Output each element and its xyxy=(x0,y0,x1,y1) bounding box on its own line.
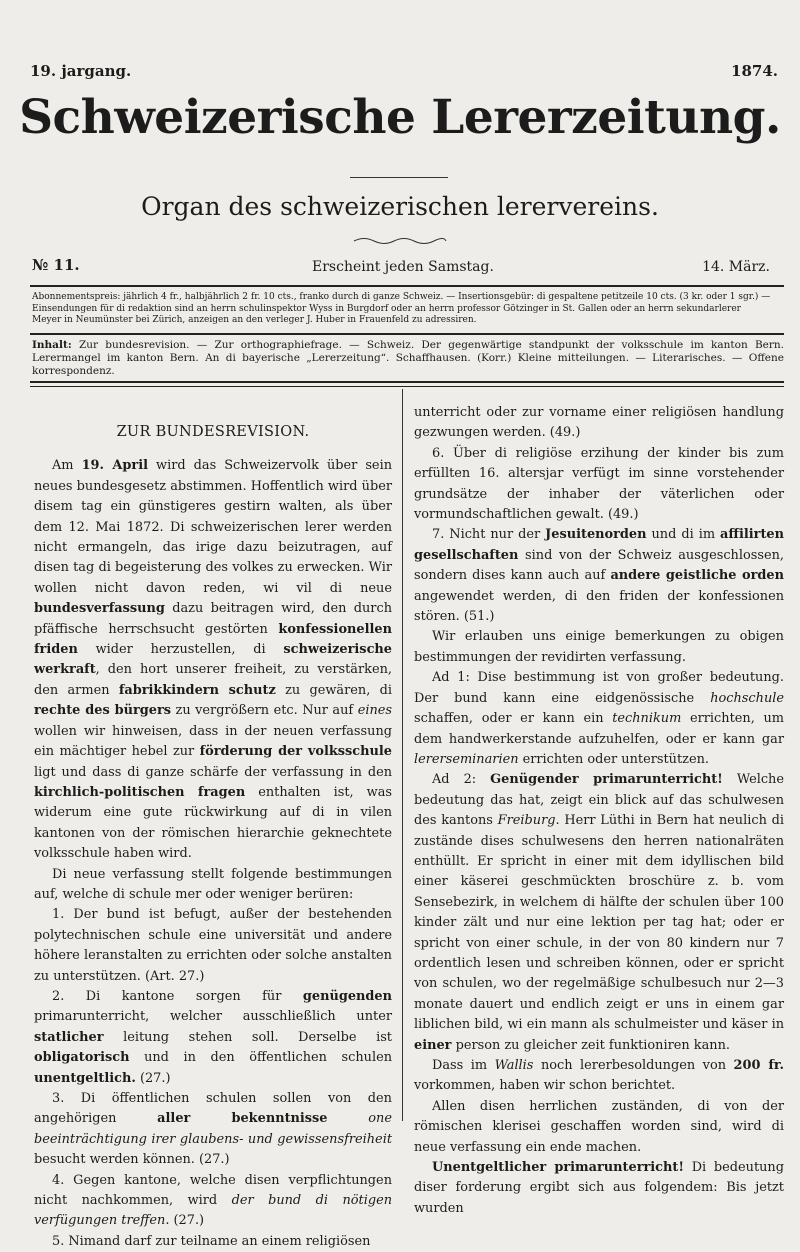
article-paragraph: Unentgeltlicher primarunterricht! Di bedeutung diser forderung ergibt sich aus folgendem: Bis jetzt wurden xyxy=(414,1160,784,1216)
article-paragraph: unterricht oder zur vorname einer religiösen handlung gezwungen werden. (49.) xyxy=(414,405,784,441)
masthead-subtitle: Organ des schweizerischen lerervereins. xyxy=(141,192,659,221)
article-paragraph: 6. Über di religiöse erzihung der kinder bis zum erfüllten 16. altersjar verfügt im sinne vorstehender grundsätze der inhaber der väterlichen oder vormundschaftlichen gewalt. (49.) xyxy=(414,445,784,523)
year-label: 1874. xyxy=(731,62,778,80)
article-paragraph: 1. Der bund ist befugt, außer der bestehenden polytechnischen schule eine universität und andere höhere leranstalten zu errichten oder solche anstalten zu unterstützen. (Art. 27.) xyxy=(34,907,392,984)
contents-bottom-rule xyxy=(30,381,784,383)
table-of-contents xyxy=(32,339,784,378)
issue-number: № 11. xyxy=(32,256,80,274)
article-right-column xyxy=(414,403,784,1219)
article-paragraph: 7. Nicht nur der Jesuitenorden und di im affilirten gesellschaften sind von der Schweiz ausgeschlossen, sondern dises kann auch auf andere geistliche orden angewendet werden, di den friden der konfessionen stören. (51.) xyxy=(414,527,784,625)
article-paragraph: 4. Gegen kantone, welche disen verpflichtungen nicht nachkommen, wird der bund di nötigen verfügungen treffen. (27.) xyxy=(34,1172,392,1229)
subscription-line: Meyer in Neumünster bei Zürich, anzeigen an den verleger J. Huber in Frauenfeld zu adressiren. xyxy=(32,315,477,325)
article-paragraph: Wir erlauben uns einige bemerkungen zu obigen bestimmungen der revidirten verfassung. xyxy=(414,629,784,665)
contents-top-rule xyxy=(30,333,784,335)
issue-date: 14. März. xyxy=(702,259,770,275)
article-paragraph: Am 19. April wird das Schweizervolk über sein neues bundesgesetz abstimmen. Hoffentlich wird über disem tag ein günstigeres gestirn walten, als über dem 12. Mai 1872. Di schweizerischen lerer werden nicht ermangeln, das irige dazu beizutragen, auf disen tag di begeisterung des volkes zu erwecken. Wir wollen nicht davon reden, wi vil di neue bundesverfassung dazu beitragen wird, den durch pfäffische herrschsucht gestörten konfessionellen friden wider herzustellen, di schweizerische werkraft, den hort unserer freiheit, zu verstärken, den armen fabrikkindern schutz zu gewären, di rechte des bürgers zu vergrößern etc. Nur auf eines wollen wir hinweisen, dass in der neuen verfassung ein mächtiger hebel zur förderung der volksschule ligt und dass di ganze schärfe der verfassung in den kirchlich-politischen fragen enthalten ist, was widerum eine gute rückwirkung auf di in vilen kantonen von der römischen hierarchie geknechtete volksschule haben wird. xyxy=(34,458,393,862)
article-paragraph: Ad 2: Genügender primarunterricht! Welche bedeutung das hat, zeigt ein blick auf das schulwesen des kantons Freiburg. Herr Lüthi in Bern hat neulich di zustände dises schulwesens den herren nationalräten enthüllt. Er spricht in einer mit dem idyllischen bild einer käserei geschmückten broschüre z. b. vom Sensebezirk, in welchem di hälfte der schulen über 100 kinder zält und nur eine lektion per tag hat; oder er spricht von einer schule, in der von 80 kindern nur 7 ordentlich lesen und schreiben können, oder er spricht von schulen, wo der regelmäßige schulbesuch nur 2—3 monate dauert und endlich zeigt er uns in einem gar liblichen bild, wi ein mann als schulmeister und käser in einer person zu gleicher zeit funktioniren kann. xyxy=(414,772,784,1053)
column-separator xyxy=(402,389,403,1121)
article-title: ZUR BUNDESREVISION. xyxy=(116,424,310,440)
contents-bottom-rule-thin xyxy=(30,386,784,387)
title-divider xyxy=(350,177,448,178)
article-paragraph: 2. Di kantone sorgen für genügenden primarunterricht, welcher ausschließlich unter statlicher leitung stehen soll. Derselbe ist obligatorisch und in den öffentlichen schulen unentgeltlich. (27.) xyxy=(34,988,392,1086)
masthead-title: Schweizerische Lererzeitung. xyxy=(19,90,781,145)
publication-frequency: Erscheint jeden Samstag. xyxy=(312,259,494,275)
subscription-info xyxy=(32,292,784,327)
article-paragraph: 3. Di öffentlichen schulen sollen von den angehörigen aller bekenntnisse one beeinträchtigung irer glaubens- und gewissensfreiheit besucht werden können. (27.) xyxy=(34,1091,392,1168)
contents-text: Zur bundesrevision. — Zur orthographiefrage. — Schweiz. Der gegenwärtige standpunkt der volksschule im kanton Bern. Lerermangel im kanton Bern. An di bayerische „Lererzeitung“. Schaffhausen. (Korr.) Kleine mitteilungen. — Literarisches. — Offene korrespondenz. xyxy=(32,339,784,377)
article-paragraph: 5. Nimand darf zur teilname an einem religiösen xyxy=(52,1233,371,1249)
subscription-line: Abonnementspreis: jährlich 4 fr., halbjährlich 2 fr. 10 cts., franko durch di ganze Schweiz. — Insertionsgebür: di gespaltene petitzeile 10 cts. (3 kr. oder 1 sgr.) — xyxy=(32,292,771,302)
subscription-line: Einsendungen für di redaktion sind an herrn schulinspektor Wyss in Burgdorf oder an herrn professor Götzinger in St. Gallen oder an herrn sekundarlerer xyxy=(32,303,741,314)
article-paragraph: Ad 1: Dise bestimmung ist von großer bedeutung. Der bund kann eine eidgenössische hochschule schaffen, oder er kann ein technikum errichten, um dem handwerkerstande aufzuhelfen, oder er kann gar lererseminarien errichten oder unterstützen. xyxy=(414,670,785,767)
volume-label: 19. jargang. xyxy=(30,62,132,80)
article-paragraph: Di neue verfassung stellt folgende bestimmungen auf, welche di schule mer oder weniger berüren: xyxy=(34,866,392,902)
contents-label: Inhalt: xyxy=(32,339,72,351)
article-left-column xyxy=(34,393,392,1252)
ornament-flourish xyxy=(352,236,448,246)
header-rule xyxy=(30,285,784,287)
article-paragraph: Allen disen herrlichen zuständen, di von der römischen klerisei geschaffen worden sind, wird di neue verfassung ein ende machen. xyxy=(414,1098,784,1155)
article-paragraph: Dass im Wallis noch lererbesoldungen von 200 fr. vorkommen, haben wir schon berichtet. xyxy=(414,1058,784,1094)
